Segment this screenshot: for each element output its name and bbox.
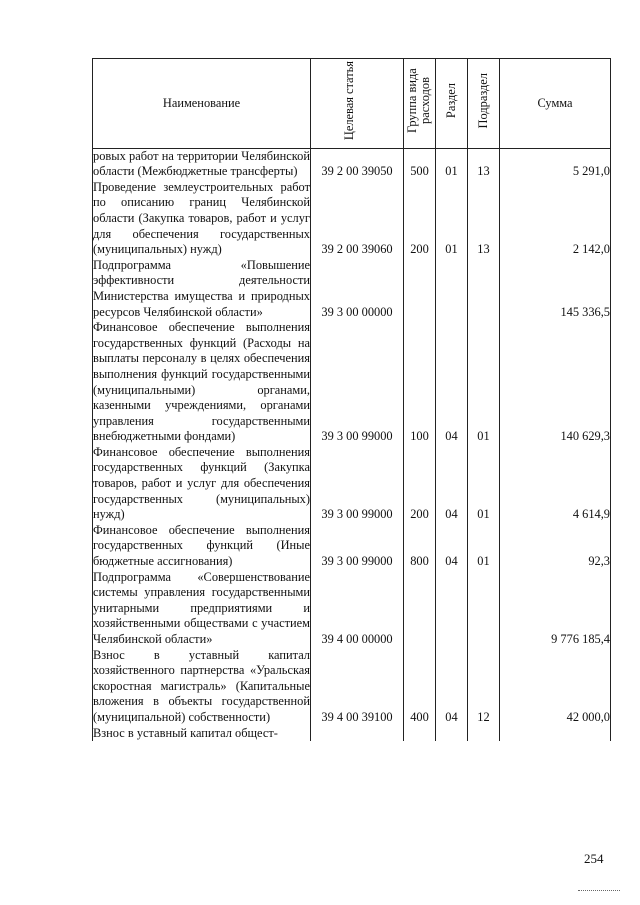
row-name: Проведение землеустроительных работ по описанию границ Челябинской области (Закупка товаров, работ и услуг для обеспечения государственных (муниципальных) нужд)	[93, 179, 310, 257]
row-subsection: 01	[468, 445, 500, 523]
row-name: Финансовое обеспечение выполнения государственных функций (Расходы на выплаты персоналу в целях обеспечения выполнения функций государственными (муниципальными) органами, казенными учреждениями, органами управления государственными внебюджетными фондами)	[93, 320, 310, 444]
table-row	[93, 180, 611, 258]
table-header-row	[93, 59, 611, 149]
table-row	[93, 445, 611, 523]
header-name: Наименование	[93, 59, 311, 149]
budget-table	[92, 58, 611, 741]
table-row	[93, 523, 611, 570]
row-article: 39 3 00 99000	[311, 320, 404, 445]
header-subsection: Подраздел	[468, 59, 500, 149]
header-expense-type-group: Группа вида расходов	[404, 59, 436, 149]
row-amount: 92,3	[500, 523, 611, 570]
page-number: 254	[584, 851, 604, 866]
row-subsection: 01	[468, 523, 500, 570]
row-article: 39 4 00 00000	[311, 570, 404, 648]
table-row	[93, 320, 611, 445]
row-article	[311, 726, 404, 742]
row-name: Финансовое обеспечение выполнения государственных функций (Закупка товаров, работ и услуг для обеспечения государственных (муниципальных) нужд)	[93, 444, 310, 522]
row-name: ровых работ на территории Челябинской области (Межбюджетные трансферты)	[93, 148, 310, 179]
header-amount: Сумма	[500, 59, 611, 149]
row-group: 200	[404, 180, 436, 258]
row-subsection: 01	[468, 320, 500, 445]
row-amount: 5 291,0	[500, 148, 611, 180]
row-section	[436, 258, 468, 320]
row-group: 200	[404, 445, 436, 523]
table-row	[93, 726, 611, 742]
row-subsection	[468, 258, 500, 320]
row-subsection: 13	[468, 148, 500, 180]
row-group: 800	[404, 523, 436, 570]
row-group	[404, 258, 436, 320]
row-amount	[500, 726, 611, 742]
row-amount: 2 142,0	[500, 180, 611, 258]
header-target-article: Целевая статья	[311, 59, 404, 149]
row-subsection	[468, 570, 500, 648]
row-amount: 42 000,0	[500, 648, 611, 726]
row-section: 04	[436, 320, 468, 445]
header-section: Раздел	[436, 59, 468, 149]
row-name: Финансовое обеспечение выполнения государственных функций (Иные бюджетные ассигнования)	[93, 522, 310, 569]
row-article: 39 4 00 39100	[311, 648, 404, 726]
row-amount: 9 776 185,4	[500, 570, 611, 648]
row-name: Взнос в уставный капитал хозяйственного партнерства «Уральская скоростная магистраль» (Капитальные вложения в объекты государственной (муниципальной) собственности)	[93, 647, 310, 724]
row-amount: 140 629,3	[500, 320, 611, 445]
footer-divider	[578, 890, 620, 891]
row-group: 100	[404, 320, 436, 445]
row-group	[404, 570, 436, 648]
row-name: Подпрограмма «Повышение эффективности деятельности Министерства имущества и природных ресурсов Челябинской области»	[93, 257, 310, 319]
table-row	[93, 258, 611, 320]
row-subsection	[468, 726, 500, 742]
table-row	[93, 570, 611, 648]
row-amount: 145 336,5	[500, 258, 611, 320]
row-subsection: 12	[468, 648, 500, 726]
row-article: 39 2 00 39050	[311, 148, 404, 180]
row-section: 01	[436, 148, 468, 180]
row-article: 39 3 00 99000	[311, 523, 404, 570]
row-section: 01	[436, 180, 468, 258]
row-name: Взнос в уставный капитал общест-	[93, 726, 311, 742]
row-amount: 4 614,9	[500, 445, 611, 523]
row-group	[404, 726, 436, 742]
row-article: 39 2 00 39060	[311, 180, 404, 258]
row-subsection: 13	[468, 180, 500, 258]
row-article: 39 3 00 99000	[311, 445, 404, 523]
row-article: 39 3 00 00000	[311, 258, 404, 320]
row-section: 04	[436, 648, 468, 726]
row-section: 04	[436, 523, 468, 570]
row-section	[436, 726, 468, 742]
row-group: 400	[404, 648, 436, 726]
row-section: 04	[436, 445, 468, 523]
row-name: Подпрограмма «Совершенствование системы управления государственными унитарными предприятиями и хозяйственными обществами с участием Челябинской области»	[93, 569, 310, 646]
row-group: 500	[404, 148, 436, 180]
table-row	[93, 148, 611, 180]
row-section	[436, 570, 468, 648]
table-row	[93, 648, 611, 726]
